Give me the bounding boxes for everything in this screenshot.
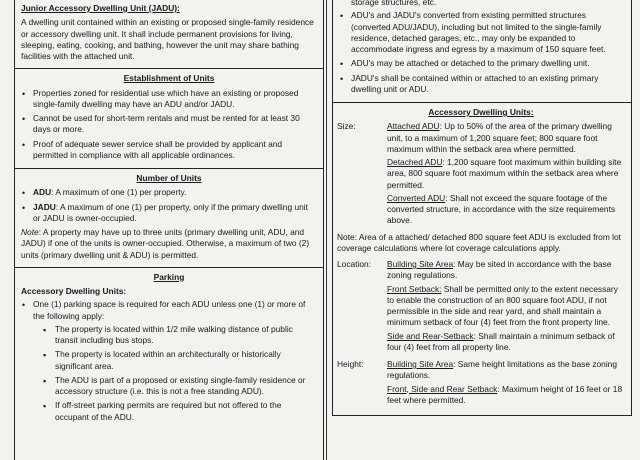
adu-general-box xyxy=(332,0,632,103)
jadu-definition-box xyxy=(14,0,324,69)
size-note: Note: Area of a attached/ detached 800 square feet ADU is excluded from lot coverage calculations where lot coverage calculations apply. xyxy=(337,231,621,253)
location-side-rear-setback: Side and Rear-Setback: Shall maintain a minimum setback of four (4) feet from all property line. xyxy=(387,330,615,352)
parking-section xyxy=(14,268,324,460)
location-label: Location: xyxy=(337,259,371,269)
list-item: ▪ The property is located within an architecturally or historically significant area. xyxy=(33,349,317,372)
list-item xyxy=(21,202,317,225)
adu-standards-section xyxy=(332,103,632,416)
height-label: Height: xyxy=(337,359,364,369)
list-item: • Cannot be used for short-term rentals and must be rented for at least 30 days or more. xyxy=(21,113,317,136)
list-item: • Proof of adequate sewer service shall be provided by applicant and permitted in compliance with all applicable ordinances. xyxy=(21,139,317,162)
right-column xyxy=(332,0,632,460)
note-label: Note xyxy=(21,227,39,237)
list-item: • Properties zoned for residential use which have an existing or proposed single-family dwelling may have an ADU and/or JADU. xyxy=(21,88,317,111)
jadu-limit: : A maximum of one (1) per property, only if the primary dwelling unit or JADU is owner-occupied. xyxy=(33,201,308,223)
size-attached: Attached ADU: Up to 50% of the area of the primary dwelling unit, to a maximum of 1,200 square feet; 800 square foot maximum within the setback area where permitted. xyxy=(387,121,612,154)
note-text: : A property may have up to three units (primary dwelling unit, ADU, and JADU) if one of the units is owner-occupied. Otherwise, a maximum of two (2) units (primary dwelling unit & ADU) is permitted. xyxy=(21,227,310,260)
location-front-setback: Front Setback: Shall be permitted only to the extent necessary to enable the construction of an 800 square foot ADU, if not permissible in the side and rear yard, and shall maintain a minimum setback of four (4) feet from the front property line. xyxy=(387,283,618,328)
list-item xyxy=(21,299,317,423)
size-label: Size: xyxy=(337,121,356,132)
list-item: • ADU's and JADU's converted from existing permitted structures (converted ADU/JADU), including but not limited to the single-family residence, detached garages, etc., may only be expanded to accommodate ingress and egress by a maximum of 150 square feet. xyxy=(339,10,625,55)
adu-standards-title: Accessory Dwelling Units: xyxy=(428,107,534,117)
parking-requirement: One (1) parking space is required for each ADU unless one (1) or more of the following apply: xyxy=(33,299,306,321)
size-converted: Converted ADU: Shall not exceed the square footage of the converted structure, in accordance with the size requirements above. xyxy=(387,192,616,226)
list-item: ▪ If off-street parking permits are required but not offered to the occupant of the ADU. xyxy=(33,400,317,423)
height-setback: Front, Side and Rear Setback: Maximum height of 16 feet or 18 feet where permitted. xyxy=(387,383,623,405)
list-item xyxy=(21,187,317,198)
establishment-title: Establishment of Units xyxy=(123,73,215,84)
continued-text: storage structures, etc. xyxy=(351,0,437,7)
number-of-units-title: Number of Units xyxy=(136,173,202,183)
adu-limit: : A maximum of one (1) per property. xyxy=(51,187,187,198)
jadu-definition: A dwelling unit contained within an existing or proposed single-family residence or accessory dwelling unit. It shall include permanent provisions for living, sleeping, eating, cooking, and bathing, however the unit may share bathing facilities with the attached unit. xyxy=(21,17,314,61)
list-item: • ADU's may be attached or detached to the primary dwelling unit. xyxy=(339,58,625,69)
size-row xyxy=(337,121,625,228)
parking-title: Parking xyxy=(153,271,185,282)
number-note xyxy=(21,227,317,261)
jadu-label: JADU xyxy=(33,201,56,212)
parking-subtitle: Accessory Dwelling Units: xyxy=(21,286,127,296)
location-row xyxy=(337,259,625,355)
number-of-units-section xyxy=(14,169,324,268)
establishment-section xyxy=(14,69,324,169)
jadu-title: Junior Accessory Dwelling Unit (JADU): xyxy=(21,3,180,13)
list-item: • JADU's shall be contained within or attached to an existing primary dwelling unit or ADU. xyxy=(339,73,625,96)
list-item: ▪ The ADU is part of a proposed or existing single-family residence or accessory structure (i.e. this is not a free standing ADU). xyxy=(33,375,317,398)
height-building-site: Building Site Area: Same height limitations as the base zoning regulations. xyxy=(387,359,617,381)
left-column xyxy=(14,0,324,460)
list-item: ▪ The property is located within 1/2 mile walking distance of public transit including bus stops. xyxy=(33,324,317,347)
adu-label: ADU xyxy=(33,187,52,198)
height-row xyxy=(337,359,625,408)
size-detached: Detached ADU: 1,200 square foot maximum within building site area, 800 square foot maximum within the setback area where permitted. xyxy=(387,157,622,190)
location-building-site: Building Site Area: May be sited in accordance with the base zoning regulations. xyxy=(387,259,612,281)
column-divider xyxy=(326,0,327,460)
